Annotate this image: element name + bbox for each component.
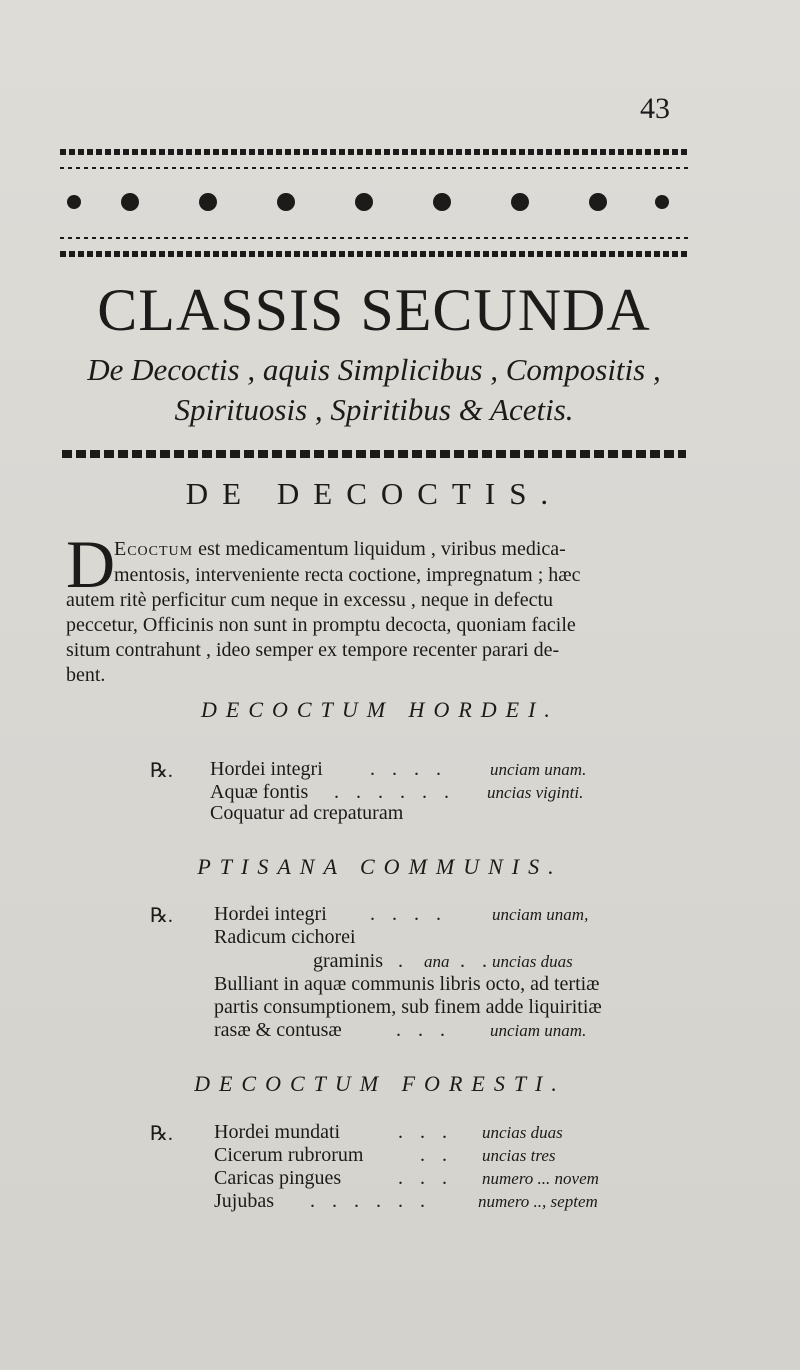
ornamental-rule xyxy=(62,448,686,460)
recipe-symbol: ℞. xyxy=(150,1123,173,1145)
recipe-title-ptisana: PTISANA COMMUNIS. xyxy=(197,854,563,879)
quantity: uncias duas xyxy=(492,952,573,971)
intro-line-4: peccetur, Officinis non sunt in promptu decocta, quoniam facile xyxy=(66,614,576,636)
leader-dots: . . . . xyxy=(370,903,447,925)
ingredient: Jujubas xyxy=(214,1190,274,1212)
quantity: unciam unam. xyxy=(490,1021,587,1040)
leader-dots: . xyxy=(398,950,409,972)
leader-dots: . . . . xyxy=(370,758,447,780)
instruction-line: Bulliant in aquæ communis libris octo, ad tertiæ xyxy=(214,973,600,995)
page-number: 43 xyxy=(640,92,670,125)
intro-line-1-text: est medicamentum liquidum , viribus medica- xyxy=(193,538,566,560)
intro-line-1 xyxy=(114,538,744,561)
quantity: numero .., septem xyxy=(478,1192,598,1211)
intro-line-6: bent. xyxy=(66,664,106,686)
ingredient: Hordei mundati xyxy=(214,1121,341,1143)
ingredient: Caricas pingues xyxy=(214,1167,342,1189)
quantity: uncias viginti. xyxy=(487,783,584,802)
subtitle-line-1: De Decoctis , aquis Simplicibus , Compositis , xyxy=(87,352,661,387)
drop-cap: D xyxy=(66,526,116,602)
ana-marker: ana xyxy=(424,952,450,971)
recipe-symbol: ℞. xyxy=(150,760,173,782)
instruction-line: partis consumptionem, sub finem adde liquiritiæ xyxy=(214,996,602,1018)
ingredient: rasæ & contusæ xyxy=(214,1019,342,1041)
quantity: numero ... novem xyxy=(482,1169,599,1188)
leader-dots: . . . . . . xyxy=(334,781,455,803)
leader-dots: . . . xyxy=(398,1167,453,1189)
ornament-fleurons xyxy=(67,193,669,211)
recipe-symbol: ℞. xyxy=(150,905,173,927)
section-heading: DE DECOCTIS. xyxy=(185,476,563,511)
quantity: uncias duas xyxy=(482,1123,563,1142)
ingredient: Radicum cichorei xyxy=(214,926,356,948)
class-title: CLASSIS SECUNDA xyxy=(97,277,651,343)
leader-dots: . . xyxy=(420,1144,453,1166)
quantity: unciam unam. xyxy=(490,760,587,779)
intro-line-3: autem ritè perficitur cum neque in excessu , neque in defectu xyxy=(66,589,554,611)
subtitle-line-2: Spirituosis , Spiritibus & Acetis. xyxy=(174,392,574,427)
quantity: unciam unam, xyxy=(492,905,589,924)
ingredient: Hordei integri xyxy=(214,903,327,925)
leader-dots: . . . xyxy=(398,1121,453,1143)
ingredient: Cicerum rubrorum xyxy=(214,1144,364,1166)
ingredient: Coquatur ad crepaturam xyxy=(210,802,404,824)
leader-dots: . . xyxy=(460,950,493,972)
recipe-title-hordei: DECOCTUM HORDEI. xyxy=(201,697,559,722)
ingredient: graminis xyxy=(313,950,383,972)
recipe-title-foresti: DECOCTUM FORESTI. xyxy=(194,1071,566,1096)
leader-dots: . . . . . . xyxy=(310,1190,431,1212)
quantity: uncias tres xyxy=(482,1146,556,1165)
ornamental-header-band xyxy=(60,142,688,264)
leader-dots: . . . xyxy=(396,1019,451,1041)
intro-lead-word: Ecoctum xyxy=(114,538,194,560)
ingredient: Aquæ fontis xyxy=(210,781,309,803)
ingredient: Hordei integri xyxy=(210,758,323,780)
intro-line-5: situm contrahunt , ideo semper ex tempore recenter parari de- xyxy=(66,639,560,661)
intro-line-2: mentosis, interveniente recta coctione, impregnatum ; hæc xyxy=(114,564,581,586)
